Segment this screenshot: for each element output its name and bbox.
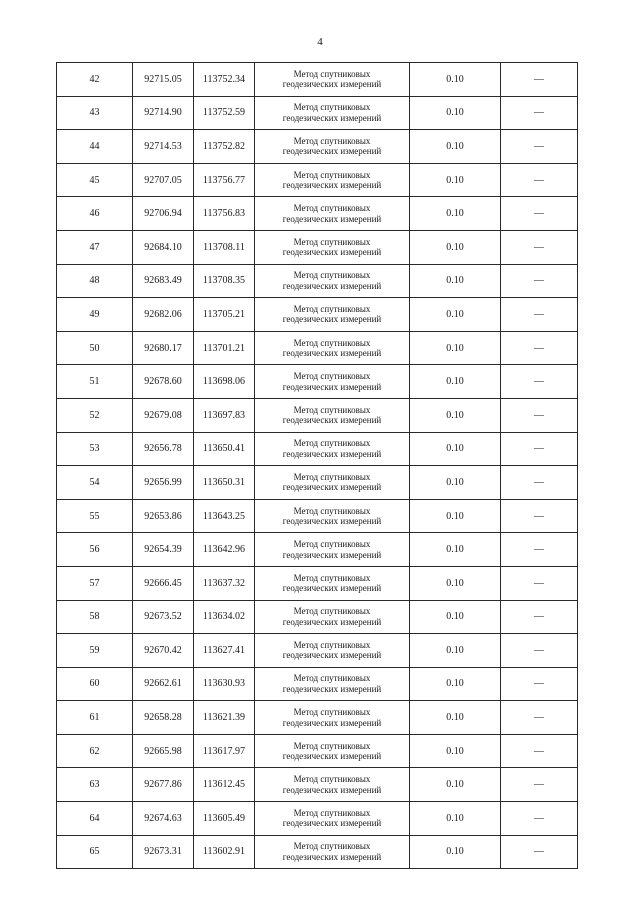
table-row — [57, 701, 578, 735]
y-coordinate-cell: 113602.91 — [194, 835, 255, 869]
coordinates-table-body — [57, 63, 578, 869]
y-coordinate-cell: 113756.83 — [194, 197, 255, 231]
method-cell — [255, 331, 410, 365]
method-line-1: Метод спутниковых — [293, 539, 371, 550]
y-coordinate-cell: 113650.41 — [194, 432, 255, 466]
accuracy-cell: 0.10 — [410, 466, 501, 500]
y-coordinate-cell: 113621.39 — [194, 701, 255, 735]
y-coordinate-cell: 113637.32 — [194, 566, 255, 600]
method-cell — [255, 802, 410, 836]
note-cell: — — [501, 667, 578, 701]
table-row — [57, 331, 578, 365]
point-number-cell: 65 — [57, 835, 133, 869]
x-coordinate-cell: 92656.78 — [133, 432, 194, 466]
method-cell — [255, 63, 410, 97]
table-row — [57, 365, 578, 399]
table-row — [57, 802, 578, 836]
table-row — [57, 566, 578, 600]
table-row — [57, 96, 578, 130]
accuracy-cell: 0.10 — [410, 298, 501, 332]
x-coordinate-cell: 92706.94 — [133, 197, 194, 231]
accuracy-cell: 0.10 — [410, 230, 501, 264]
y-coordinate-cell: 113630.93 — [194, 667, 255, 701]
accuracy-cell: 0.10 — [410, 634, 501, 668]
method-line-1: Метод спутниковых — [293, 102, 371, 113]
y-coordinate-cell: 113752.82 — [194, 130, 255, 164]
note-cell: — — [501, 802, 578, 836]
y-coordinate-cell: 113643.25 — [194, 499, 255, 533]
point-number-cell: 62 — [57, 734, 133, 768]
method-cell — [255, 835, 410, 869]
x-coordinate-cell: 92673.52 — [133, 600, 194, 634]
table-row — [57, 667, 578, 701]
note-cell: — — [501, 701, 578, 735]
point-number-cell: 50 — [57, 331, 133, 365]
note-cell: — — [501, 365, 578, 399]
point-number-cell: 52 — [57, 398, 133, 432]
accuracy-cell: 0.10 — [410, 499, 501, 533]
x-coordinate-cell: 92683.49 — [133, 264, 194, 298]
method-line-2: геодезических измерений — [282, 683, 382, 694]
table-row — [57, 264, 578, 298]
method-line-2: геодезических измерений — [282, 381, 382, 392]
table-row — [57, 466, 578, 500]
point-number-cell: 53 — [57, 432, 133, 466]
y-coordinate-cell: 113752.34 — [194, 63, 255, 97]
accuracy-cell: 0.10 — [410, 701, 501, 735]
note-cell: — — [501, 230, 578, 264]
note-cell: — — [501, 163, 578, 197]
method-line-2: геодезических измерений — [282, 583, 382, 594]
method-line-1: Метод спутниковых — [293, 270, 371, 281]
point-number-cell: 58 — [57, 600, 133, 634]
method-line-2: геодезических измерений — [282, 247, 382, 258]
method-cell — [255, 667, 410, 701]
method-line-2: геодезических измерений — [282, 112, 382, 123]
method-cell — [255, 432, 410, 466]
point-number-cell: 60 — [57, 667, 133, 701]
y-coordinate-cell: 113698.06 — [194, 365, 255, 399]
y-coordinate-cell: 113708.35 — [194, 264, 255, 298]
y-coordinate-cell: 113708.11 — [194, 230, 255, 264]
method-cell — [255, 499, 410, 533]
method-line-2: геодезических измерений — [282, 180, 382, 191]
y-coordinate-cell: 113605.49 — [194, 802, 255, 836]
method-line-2: геодезических измерений — [282, 784, 382, 795]
x-coordinate-cell: 92678.60 — [133, 365, 194, 399]
table-row — [57, 600, 578, 634]
x-coordinate-cell: 92707.05 — [133, 163, 194, 197]
point-number-cell: 56 — [57, 533, 133, 567]
point-number-cell: 55 — [57, 499, 133, 533]
method-cell — [255, 264, 410, 298]
coordinates-table — [56, 62, 578, 869]
x-coordinate-cell: 92656.99 — [133, 466, 194, 500]
method-line-1: Метод спутниковых — [293, 169, 371, 180]
point-number-cell: 43 — [57, 96, 133, 130]
method-cell — [255, 163, 410, 197]
accuracy-cell: 0.10 — [410, 130, 501, 164]
method-line-2: геодезических измерений — [282, 818, 382, 829]
note-cell: — — [501, 96, 578, 130]
method-line-2: геодезических измерений — [282, 280, 382, 291]
accuracy-cell: 0.10 — [410, 802, 501, 836]
note-cell: — — [501, 768, 578, 802]
accuracy-cell: 0.10 — [410, 533, 501, 567]
method-cell — [255, 634, 410, 668]
table-row — [57, 499, 578, 533]
note-cell: — — [501, 197, 578, 231]
method-cell — [255, 96, 410, 130]
accuracy-cell: 0.10 — [410, 197, 501, 231]
method-cell — [255, 734, 410, 768]
accuracy-cell: 0.10 — [410, 667, 501, 701]
note-cell: — — [501, 634, 578, 668]
accuracy-cell: 0.10 — [410, 398, 501, 432]
method-cell — [255, 197, 410, 231]
note-cell: — — [501, 264, 578, 298]
method-cell — [255, 398, 410, 432]
y-coordinate-cell: 113612.45 — [194, 768, 255, 802]
point-number-cell: 51 — [57, 365, 133, 399]
note-cell: — — [501, 835, 578, 869]
x-coordinate-cell: 92665.98 — [133, 734, 194, 768]
table-row — [57, 835, 578, 869]
point-number-cell: 44 — [57, 130, 133, 164]
x-coordinate-cell: 92682.06 — [133, 298, 194, 332]
point-number-cell: 45 — [57, 163, 133, 197]
x-coordinate-cell: 92662.61 — [133, 667, 194, 701]
method-line-1: Метод спутниковых — [293, 707, 371, 718]
method-line-1: Метод спутниковых — [293, 606, 371, 617]
x-coordinate-cell: 92679.08 — [133, 398, 194, 432]
method-line-1: Метод спутниковых — [293, 68, 371, 79]
point-number-cell: 49 — [57, 298, 133, 332]
method-line-2: геодезических измерений — [282, 717, 382, 728]
accuracy-cell: 0.10 — [410, 63, 501, 97]
accuracy-cell: 0.10 — [410, 331, 501, 365]
method-line-1: Метод спутниковых — [293, 404, 371, 415]
table-row — [57, 398, 578, 432]
method-line-2: геодезических измерений — [282, 482, 382, 493]
method-line-1: Метод спутниковых — [293, 203, 371, 214]
method-line-2: геодезических измерений — [282, 549, 382, 560]
method-line-1: Метод спутниковых — [293, 303, 371, 314]
method-line-2: геодезических измерений — [282, 415, 382, 426]
y-coordinate-cell: 113752.59 — [194, 96, 255, 130]
x-coordinate-cell: 92658.28 — [133, 701, 194, 735]
x-coordinate-cell: 92670.42 — [133, 634, 194, 668]
note-cell: — — [501, 734, 578, 768]
x-coordinate-cell: 92653.86 — [133, 499, 194, 533]
point-number-cell: 47 — [57, 230, 133, 264]
table-row — [57, 163, 578, 197]
method-line-1: Метод спутниковых — [293, 807, 371, 818]
point-number-cell: 59 — [57, 634, 133, 668]
method-cell — [255, 701, 410, 735]
point-number-cell: 42 — [57, 63, 133, 97]
table-row — [57, 63, 578, 97]
point-number-cell: 63 — [57, 768, 133, 802]
y-coordinate-cell: 113697.83 — [194, 398, 255, 432]
y-coordinate-cell: 113650.31 — [194, 466, 255, 500]
page-number: 4 — [317, 36, 323, 48]
method-cell — [255, 533, 410, 567]
x-coordinate-cell: 92674.63 — [133, 802, 194, 836]
y-coordinate-cell: 113701.21 — [194, 331, 255, 365]
accuracy-cell: 0.10 — [410, 163, 501, 197]
method-line-2: геодезических измерений — [282, 851, 382, 862]
x-coordinate-cell: 92680.17 — [133, 331, 194, 365]
method-cell — [255, 298, 410, 332]
table-row — [57, 768, 578, 802]
note-cell: — — [501, 499, 578, 533]
method-line-1: Метод спутниковых — [293, 639, 371, 650]
y-coordinate-cell: 113627.41 — [194, 634, 255, 668]
note-cell: — — [501, 331, 578, 365]
method-line-1: Метод спутниковых — [293, 841, 371, 852]
accuracy-cell: 0.10 — [410, 835, 501, 869]
method-line-2: геодезических измерений — [282, 516, 382, 527]
accuracy-cell: 0.10 — [410, 432, 501, 466]
point-number-cell: 64 — [57, 802, 133, 836]
accuracy-cell: 0.10 — [410, 734, 501, 768]
method-line-1: Метод спутниковых — [293, 572, 371, 583]
method-line-2: геодезических измерений — [282, 616, 382, 627]
method-line-1: Метод спутниковых — [293, 774, 371, 785]
table-row — [57, 432, 578, 466]
method-line-2: геодезических измерений — [282, 213, 382, 224]
method-line-1: Метод спутниковых — [293, 438, 371, 449]
method-line-2: геодезических измерений — [282, 650, 382, 661]
table-row — [57, 634, 578, 668]
method-cell — [255, 230, 410, 264]
method-line-2: геодезических измерений — [282, 448, 382, 459]
note-cell: — — [501, 130, 578, 164]
y-coordinate-cell: 113617.97 — [194, 734, 255, 768]
note-cell: — — [501, 533, 578, 567]
y-coordinate-cell: 113634.02 — [194, 600, 255, 634]
accuracy-cell: 0.10 — [410, 600, 501, 634]
method-cell — [255, 130, 410, 164]
accuracy-cell: 0.10 — [410, 566, 501, 600]
method-line-2: геодезических измерений — [282, 348, 382, 359]
accuracy-cell: 0.10 — [410, 768, 501, 802]
method-line-2: геодезических измерений — [282, 751, 382, 762]
point-number-cell: 57 — [57, 566, 133, 600]
accuracy-cell: 0.10 — [410, 264, 501, 298]
table-row — [57, 197, 578, 231]
x-coordinate-cell: 92715.05 — [133, 63, 194, 97]
x-coordinate-cell: 92684.10 — [133, 230, 194, 264]
method-line-1: Метод спутниковых — [293, 673, 371, 684]
note-cell: — — [501, 566, 578, 600]
note-cell: — — [501, 63, 578, 97]
table-row — [57, 230, 578, 264]
method-cell — [255, 600, 410, 634]
x-coordinate-cell: 92666.45 — [133, 566, 194, 600]
method-cell — [255, 365, 410, 399]
accuracy-cell: 0.10 — [410, 365, 501, 399]
y-coordinate-cell: 113642.96 — [194, 533, 255, 567]
table-row — [57, 533, 578, 567]
point-number-cell: 54 — [57, 466, 133, 500]
method-line-1: Метод спутниковых — [293, 371, 371, 382]
method-cell — [255, 466, 410, 500]
point-number-cell: 61 — [57, 701, 133, 735]
method-line-1: Метод спутниковых — [293, 505, 371, 516]
accuracy-cell: 0.10 — [410, 96, 501, 130]
point-number-cell: 48 — [57, 264, 133, 298]
method-line-2: геодезических измерений — [282, 79, 382, 90]
method-line-1: Метод спутниковых — [293, 471, 371, 482]
y-coordinate-cell: 113705.21 — [194, 298, 255, 332]
table-row — [57, 298, 578, 332]
x-coordinate-cell: 92654.39 — [133, 533, 194, 567]
x-coordinate-cell: 92673.31 — [133, 835, 194, 869]
note-cell: — — [501, 298, 578, 332]
method-cell — [255, 566, 410, 600]
table-row — [57, 734, 578, 768]
method-cell — [255, 768, 410, 802]
point-number-cell: 46 — [57, 197, 133, 231]
method-line-2: геодезических измерений — [282, 146, 382, 157]
note-cell: — — [501, 600, 578, 634]
x-coordinate-cell: 92714.53 — [133, 130, 194, 164]
method-line-1: Метод спутниковых — [293, 236, 371, 247]
method-line-2: геодезических измерений — [282, 314, 382, 325]
note-cell: — — [501, 398, 578, 432]
method-line-1: Метод спутниковых — [293, 337, 371, 348]
x-coordinate-cell: 92677.86 — [133, 768, 194, 802]
note-cell: — — [501, 432, 578, 466]
y-coordinate-cell: 113756.77 — [194, 163, 255, 197]
x-coordinate-cell: 92714.90 — [133, 96, 194, 130]
method-line-1: Метод спутниковых — [293, 740, 371, 751]
method-line-1: Метод спутниковых — [293, 135, 371, 146]
note-cell: — — [501, 466, 578, 500]
table-row — [57, 130, 578, 164]
